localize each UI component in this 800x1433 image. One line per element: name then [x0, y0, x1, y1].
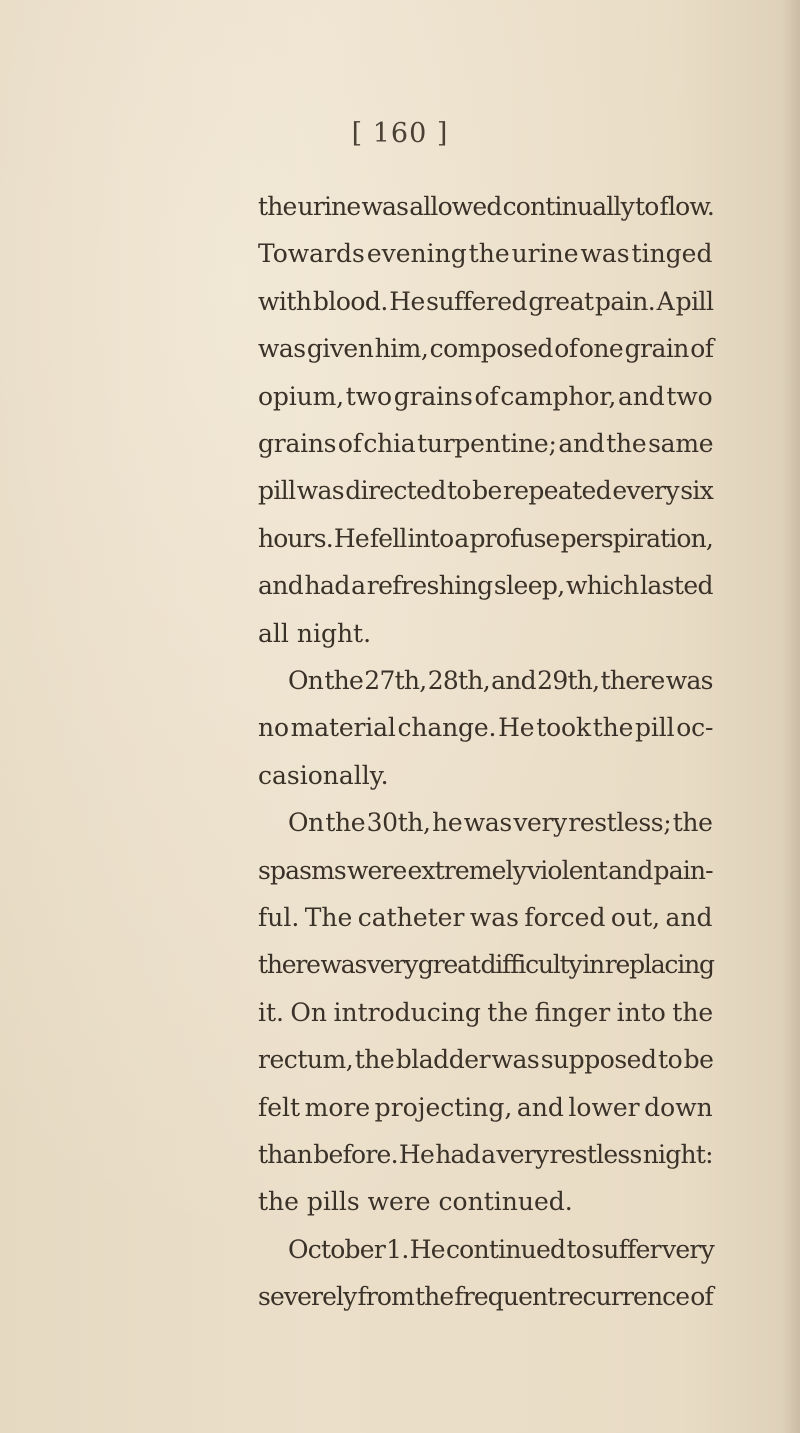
text-line: rectum, the bladder was supposed to be	[258, 1045, 714, 1075]
text-line: severely from the frequent recurrence of	[258, 1282, 713, 1312]
page-number: [ 160 ]	[351, 118, 449, 149]
page-edge-shadow	[782, 0, 800, 1433]
text-line: and had a refreshing sleep, which lasted	[258, 571, 713, 601]
text-line: On the 30th, he was very restless; the	[288, 808, 713, 838]
text-line: the urine was allowed continually to flow.	[258, 192, 715, 221]
text-line: hours. He fell into a profuse perspiration,	[258, 523, 713, 553]
text-line: all night.	[258, 618, 372, 648]
text-line: Towards evening the urine was tinged	[258, 239, 713, 269]
text-line: spasms were extremely violent and pain-	[258, 855, 713, 885]
text-line: pill was directed to be repeated every six	[258, 476, 714, 506]
text-line: the pills were continued.	[258, 1187, 573, 1217]
text-line: casionally.	[258, 760, 389, 790]
text-line: ful. The catheter was forced out, and	[258, 903, 713, 932]
text-line: there was very great difficulty in replacing	[258, 950, 714, 980]
text-line: opium, two grains of camphor, and two	[258, 381, 713, 411]
text-line: with blood. He suffered great pain. A pill	[258, 286, 714, 316]
text-line: felt more projecting, and lower down	[258, 1092, 713, 1122]
text-line: October 1. He continued to suffer very	[288, 1234, 714, 1264]
text-line: it. On introducing the finger into the	[258, 997, 714, 1027]
text-line: was given him, composed of one grain of	[258, 334, 714, 364]
text-line: no material change. He took the pill oc-	[258, 713, 714, 743]
text-line: On the 27th, 28th, and 29th, there was	[288, 666, 713, 695]
text-line: grains of chia turpentine; and the same	[258, 429, 714, 458]
text-line: than before. He had a very restless night:	[258, 1140, 713, 1169]
